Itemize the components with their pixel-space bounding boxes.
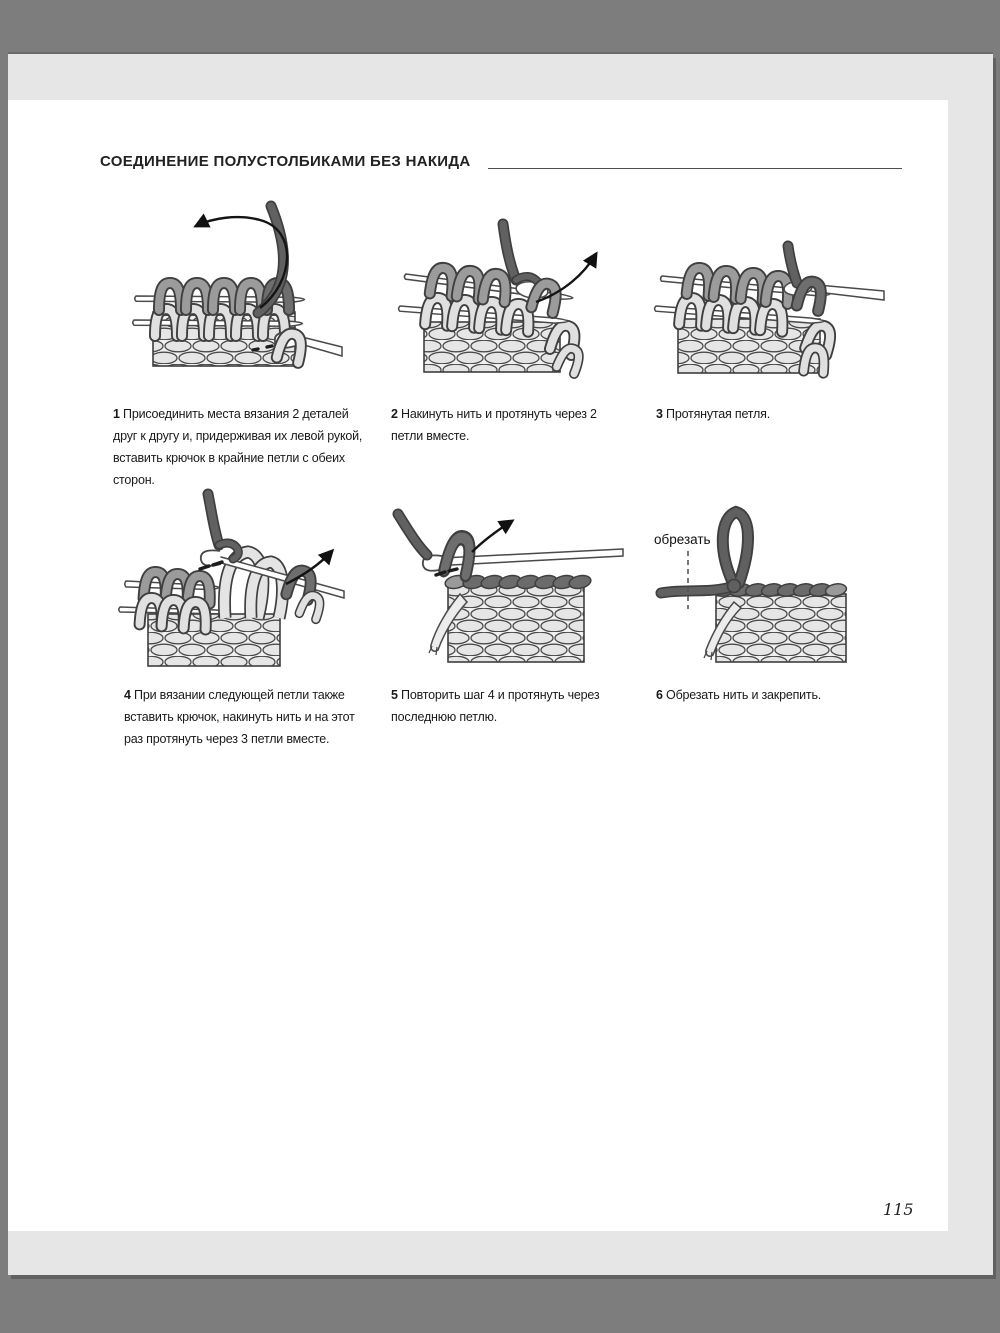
step-text-5: Повторить шаг 4 и протянуть через последнюю петлю. [391, 688, 600, 724]
step-caption-3 [656, 403, 896, 425]
title-rule [488, 168, 902, 169]
step-number-2: 2 [391, 407, 398, 421]
step-text-3: Протянутая петля. [666, 407, 770, 421]
step-number-6: 6 [656, 688, 663, 702]
step-caption-5 [391, 684, 629, 728]
page-content [8, 100, 948, 1231]
illustration-step-1 [108, 196, 348, 386]
step-caption-6 [656, 684, 896, 706]
illustration-step-6 [648, 488, 888, 678]
illustration-step-5 [386, 488, 626, 678]
page-title: СОЕДИНЕНИЕ ПОЛУСТОЛБИКАМИ БЕЗ НАКИДА [100, 153, 471, 170]
cut-label: обрезать [654, 532, 711, 547]
step-text-6: Обрезать нить и закрепить. [666, 688, 822, 702]
page-number: 115 [883, 1200, 914, 1219]
step-number-5: 5 [391, 688, 398, 702]
step-number-3: 3 [656, 407, 663, 421]
step-text-2: Накинуть нить и протянуть через 2 петли вместе. [391, 407, 597, 443]
step-caption-4 [124, 684, 374, 750]
step-number-1: 1 [113, 407, 120, 421]
step-caption-1 [113, 403, 365, 491]
step-text-1: Присоединить места вязания 2 деталей друг к другу и, придерживая их левой рукой, вставить крючок в крайние петли с обеих сторон. [113, 407, 363, 487]
illustration-step-2 [386, 196, 626, 386]
scanned-page [8, 54, 993, 1275]
step-text-4: При вязании следующей петли также вставить крючок, накинуть нить и на этот раз протянуть через 3 петли вместе. [124, 688, 355, 746]
step-number-4: 4 [124, 688, 131, 702]
illustration-step-4 [108, 488, 348, 678]
step-caption-2 [391, 403, 619, 447]
illustration-step-3 [648, 196, 888, 386]
